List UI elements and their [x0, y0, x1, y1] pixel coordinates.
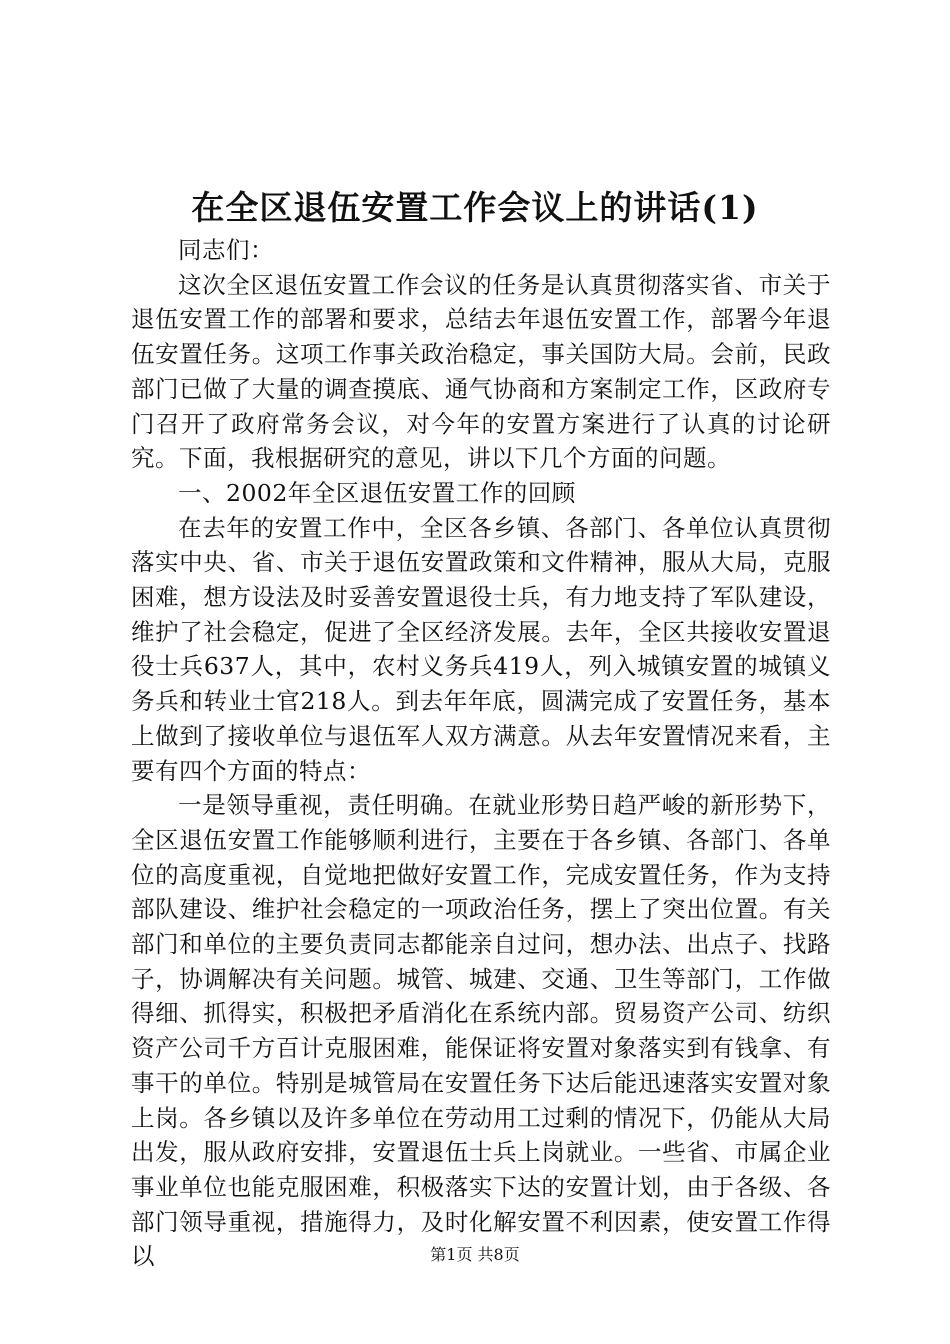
page-footer: 第1页 共8页: [430, 1245, 520, 1264]
paragraph-point-one: 一是领导重视，责任明确。在就业形势日趋严峻的新形势下，全区退伍安置工作能够顺利进行，主要在于各乡镇、各部门、各单位的高度重视，自觉地把做好安置工作，完成安置任务，作为支持部队建设、维护社会稳定的一项政治任务，摆上了突出位置。有关部门和单位的主要负责同志都能亲自过问，想办法、出点子、找路子，协调解决有关问题。城管、城建、交通、卫生等部门，工作做得细、抓得实，积极把矛盾消化在系统内部。贸易资产公司、纺织资产公司千方百计克服困难，能保证将安置对象落实到有钱拿、有事干的单位。特别是城管局在安置任务下达后能迅速落实安置对象上岗。各乡镇以及许多单位在劳动用工过剩的情况下，仍能从大局出发，服从政府安排，安置退伍士兵上岗就业。一些省、市属企业事业单位也能克服困难，积极落实下达的安置计划，由于各级、各部门领导重视，措施得力，及时化解安置不利因素，使安置工作得以: [131, 791, 831, 1271]
section-heading: 一、2002年全区退伍安置工作的回顾: [178, 478, 576, 507]
document-body: [131, 233, 831, 1274]
document-title: 在全区退伍安置工作会议上的讲话(1): [191, 188, 759, 227]
paragraph-intro: 这次全区退伍安置工作会议的任务是认真贯彻落实省、市关于退伍安置工作的部署和要求，总结去年退伍安置工作，部署今年退伍安置任务。这项工作事关政治稳定，事关国防大局。会前，民政部门已做了大量的调查摸底、通气协商和方案制定工作，区政府专门召开了政府常务会议，对今年的安置方案进行了认真的讨论研究。下面，我根据研究的意见，讲以下几个方面的问题。: [131, 270, 831, 473]
paragraph-salutation: 同志们：: [178, 236, 274, 264]
paragraph-review: 在去年的安置工作中，全区各乡镇、各部门、各单位认真贯彻落实中央、省、市关于退伍安置政策和文件精神，服从大局，克服困难，想方设法及时妥善安置退役士兵，有力地支持了军队建设，维护了社会稳定，促进了全区经济发展。去年，全区共接收安置退役士兵637人，其中，农村义务兵419人，列入城镇安置的城镇义务兵和转业士官218人。到去年年底，圆满完成了安置任务，基本上做到了接收单位与退伍军人双方满意。从去年安置情况来看，主要有四个方面的特点：: [131, 513, 831, 785]
